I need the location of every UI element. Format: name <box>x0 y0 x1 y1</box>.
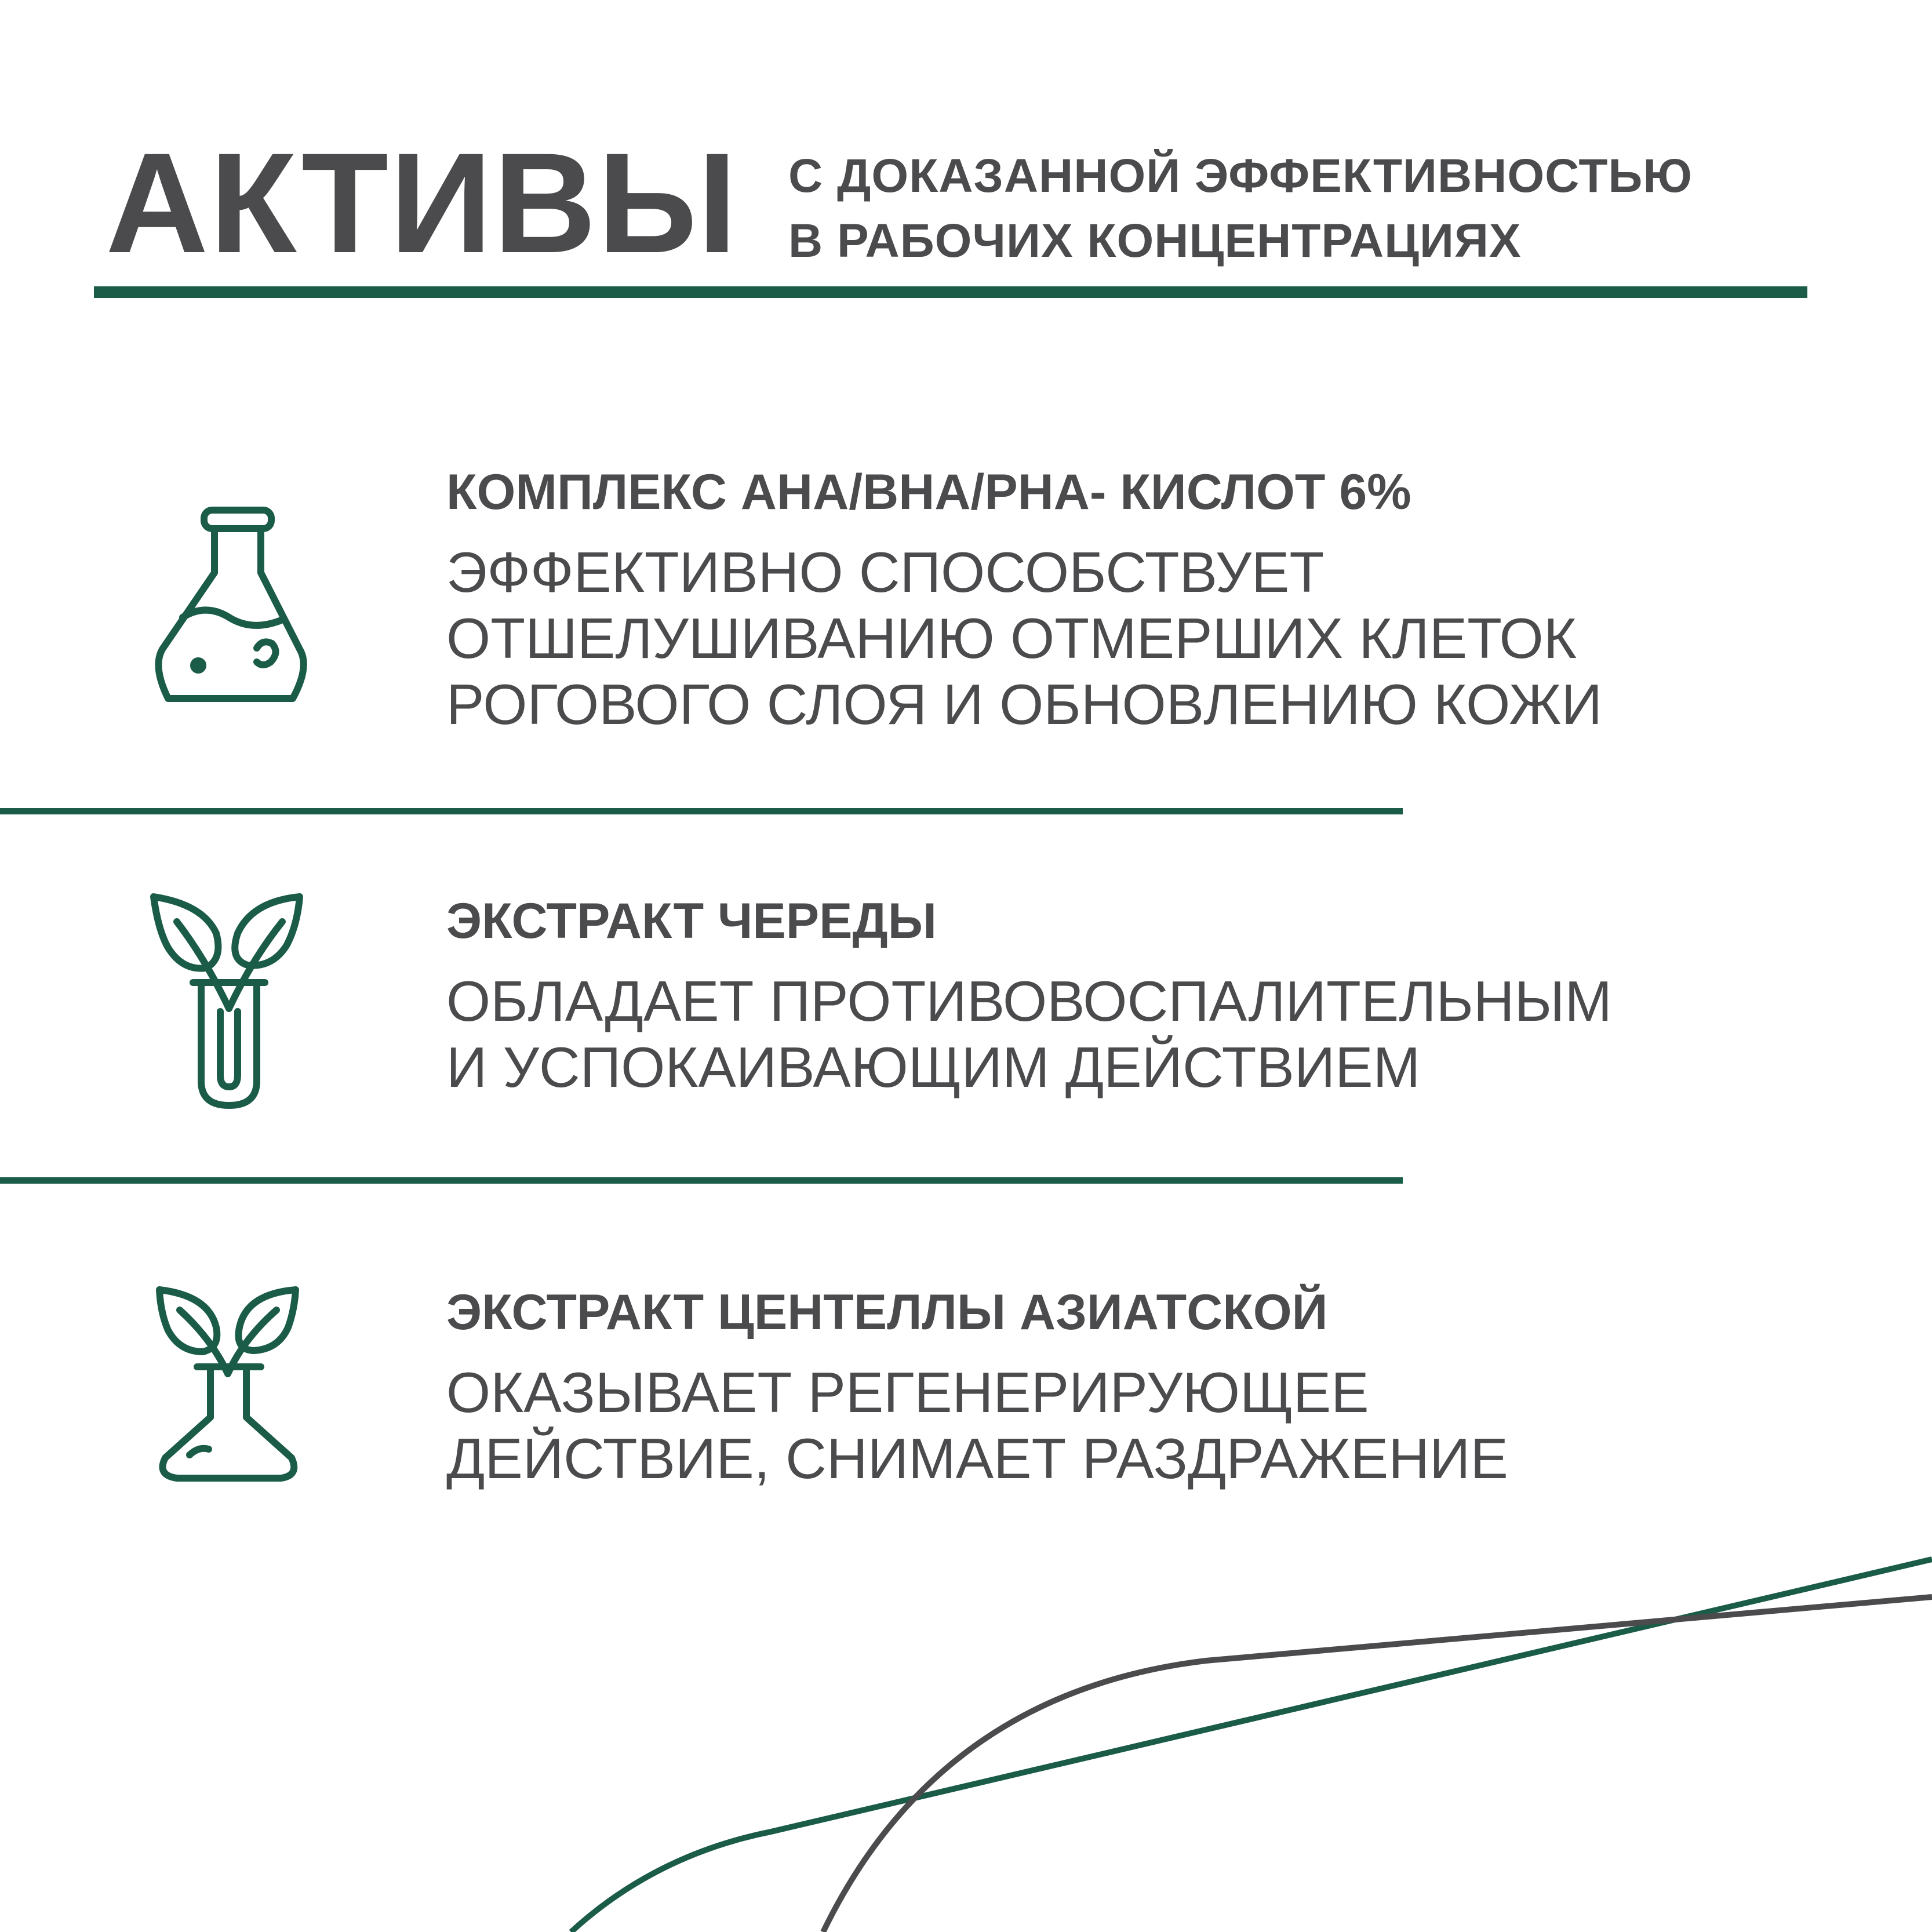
description-line: ЭФФЕКТИВНО СПОСОБСТВУЕТ <box>446 540 1325 604</box>
item-title: ЭКСТРАКТ ЦЕНТЕЛЛЫ АЗИАТСКОЙ <box>446 1285 1328 1340</box>
description-line: ДЕЙСТВИЕ, СНИМАЕТ РАЗДРАЖЕНИЕ <box>446 1427 1508 1490</box>
item-title: ЭКСТРАКТ ЧЕРЕДЫ <box>446 893 937 949</box>
subtitle-line-2: В РАБОЧИХ КОНЦЕНТРАЦИЯХ <box>788 214 1522 267</box>
description-line: ОКАЗЫВАЕТ РЕГЕНЕРИРУЮЩЕЕ <box>446 1360 1369 1424</box>
subtitle-line-1: С ДОКАЗАННОЙ ЭФФЕКТИВНОСТЬЮ <box>788 150 1693 202</box>
description-line: ОТШЕЛУШИВАНИЮ ОТМЕРШИХ КЛЕТОК <box>446 606 1577 670</box>
gray-curve <box>823 1597 1932 1932</box>
description-line: ОБЛАДАЕТ ПРОТИВОВОСПАЛИТЕЛЬНЫМ <box>446 969 1613 1033</box>
page-title: АКТИВЫ <box>105 123 738 283</box>
description-line: И УСПОКАИВАЮЩИМ ДЕЙСТВИЕМ <box>446 1035 1421 1099</box>
item-title: КОМПЛЕКС AHA/BHA/PHA- КИСЛОТ 6% <box>446 464 1411 520</box>
description-line: РОГОВОГО СЛОЯ И ОБНОВЛЕНИЮ КОЖИ <box>446 672 1603 736</box>
